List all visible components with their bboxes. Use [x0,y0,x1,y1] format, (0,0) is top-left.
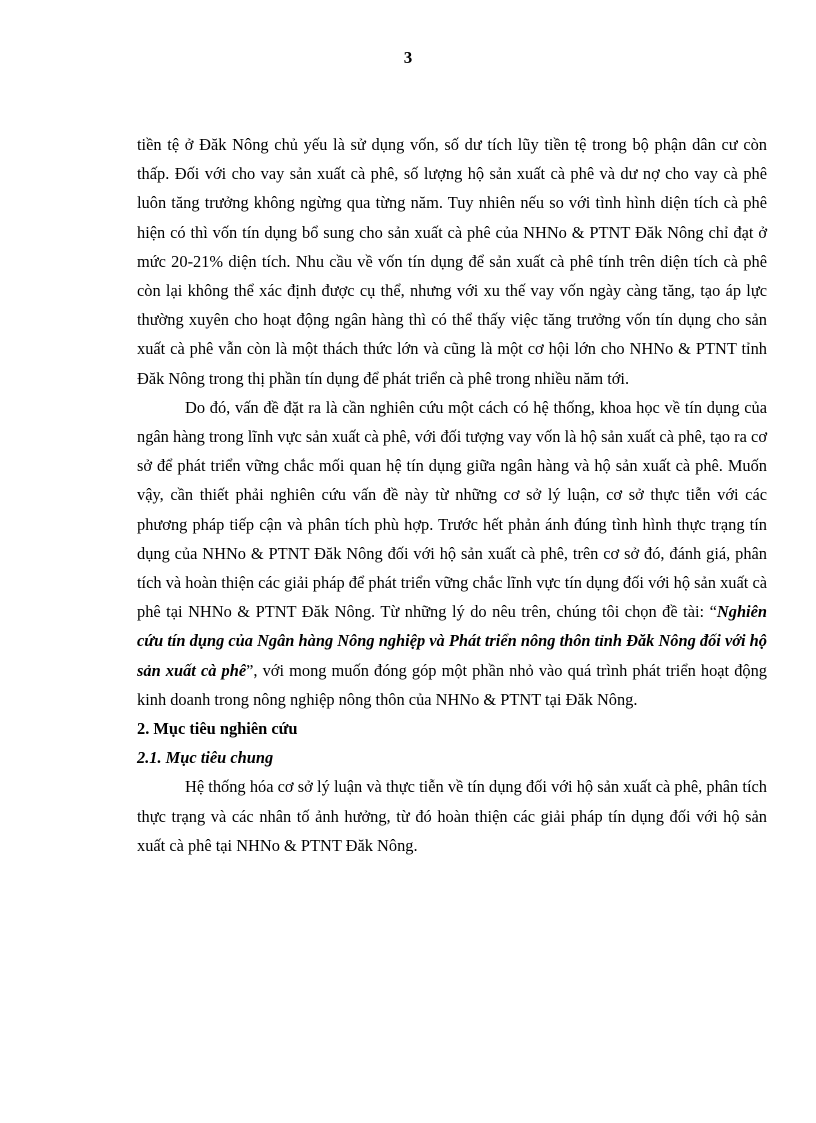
subsection-heading-general-objective: 2.1. Mục tiêu chung [137,748,274,768]
page-number: 3 [403,48,413,67]
paragraph-rationale [137,393,767,714]
paragraph-general-objective: Hệ thống hóa cơ sở lý luận và thực tiễn về tín dụng đối với hộ sản xuất cà phê, phân tích thực trạng và các nhân tố ảnh hưởng, từ đó hoàn thiện các giải pháp tín dụng đối với hộ sản xuất cà phê tại NHNo & PTNT Đăk Nông. [137,777,767,855]
rationale-text: Do đó, vấn đề đặt ra là cần nghiên cứu một cách có hệ thống, khoa học về tín dụng của ngân hàng trong lĩnh vực sản xuất cà phê, với đối tượng vay vốn là hộ sản xuất cà phê, tạo ra cơ sở để phát triển vững chắc mối quan hệ tín dụng giữa ngân hàng và hộ sản xuất cà phê. Muốn vậy, cần thiết phải nghiên cứu vấn đề này từ những cơ sở lý luận, cơ sở thực tiễn với các phương pháp tiếp cận và phân tích phù hợp. Trước hết phản ánh đúng tình hình thực trạng tín dụng của NHNo & PTNT Đăk Nông đối với hộ sản xuất cà phê, trên cơ sở đó, đánh giá, phân tích và hoàn thiện các giải pháp để phát triển vững chắc lĩnh vực tín dụng đối với hộ sản xuất cà phê tại NHNo & PTNT Đăk Nông. Từ những lý do nêu trên, chúng tôi chọn đề tài: “ [137,397,767,622]
section-heading-objectives: 2. Mục tiêu nghiên cứu [137,719,298,739]
rationale-text-end: ”, với mong muốn đóng góp một phần nhỏ vào quá trình phát triển hoạt động kinh doanh trong nông nghiệp nông thôn của NHNo & PTNT tại Đăk Nông. [137,660,767,709]
body-text [137,130,767,860]
paragraph-continuation: tiền tệ ở Đăk Nông chủ yếu là sử dụng vốn, số dư tích lũy tiền tệ trong bộ phận dân cư còn thấp. Đối với cho vay sản xuất cà phê, số lượng hộ sản xuất cà phê và dư nợ cho vay cà phê luôn tăng trưởng không ngừng qua từng năm. Tuy nhiên nếu so với tình hình diện tích cà phê hiện có thì vốn tín dụng bổ sung cho sản xuất cà phê của NHNo & PTNT Đăk Nông chỉ đạt ở mức 20-21% diện tích. Nhu cầu về vốn tín dụng để sản xuất cà phê tính trên diện tích cà phê còn lại không thể xác định được cụ thể, nhưng với xu thế vay vốn ngày càng tăng, tạo áp lực thường xuyên cho hoạt động ngân hàng thì có thể thấy việc tăng trưởng vốn tín dụng cho sản xuất cà phê vẫn còn là một thách thức lớn và cũng là một cơ hội lớn cho NHNo & PTNT tỉnh Đăk Nông trong thị phần tín dụng để phát triển cà phê trong nhiều năm tới. [137,135,767,388]
thesis-title: Nghiên cứu tín dụng của Ngân hàng Nông nghiệp và Phát triển nông thôn tỉnh Đăk Nông đối với hộ sản xuất cà phê [137,602,767,680]
